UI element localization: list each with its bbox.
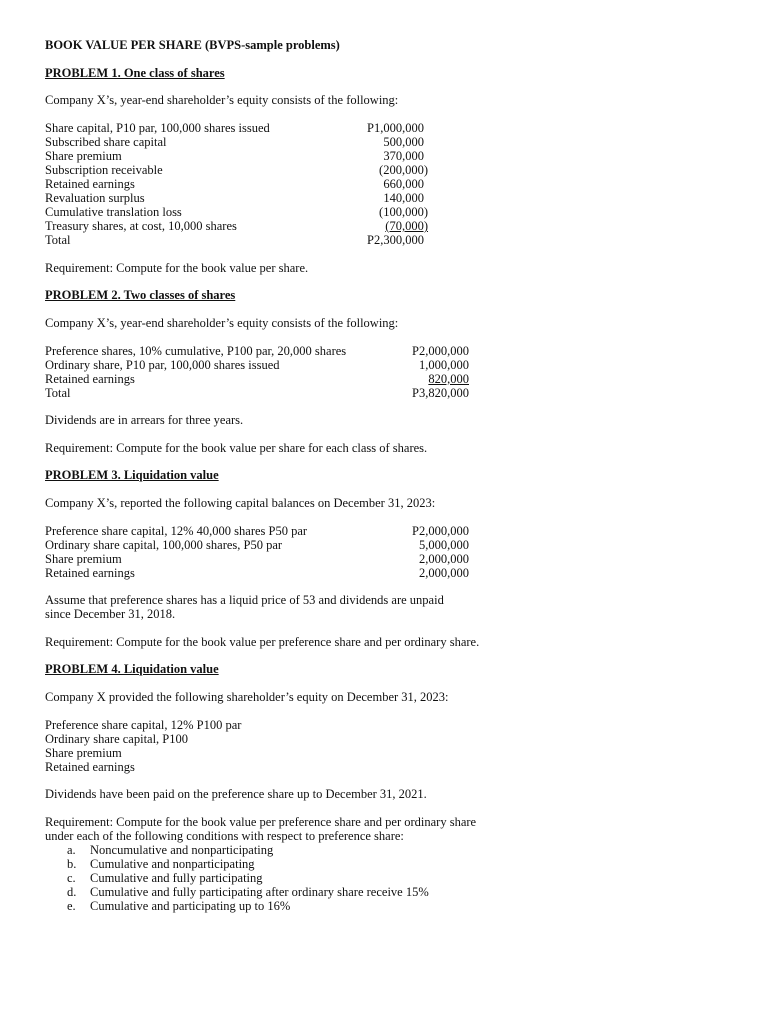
p3-row-label: Ordinary share capital, 100,000 shares, P50 par — [45, 538, 283, 552]
p1-row-label: Revaluation surplus — [45, 191, 145, 205]
p1-row-amount: 140,000 — [383, 191, 424, 205]
p2-note: Dividends are in arrears for three years. — [45, 413, 244, 427]
list-item-letter: b. — [67, 857, 77, 871]
p2-intro: Company X’s, year-end shareholder’s equity consists of the following: — [45, 316, 399, 330]
p3-row-amount: 5,000,000 — [419, 538, 469, 552]
p4-note: Dividends have been paid on the preference share up to December 31, 2021. — [45, 787, 427, 801]
list-item: Cumulative and participating up to 16% — [90, 899, 291, 913]
list-item-letter: e. — [67, 899, 76, 913]
list-item-letter: c. — [67, 871, 76, 885]
p3-note-line-1: Assume that preference shares has a liquid price of 53 and dividends are unpaid — [45, 593, 444, 607]
p4-requirement-line-1: Requirement: Compute for the book value per preference share and per ordinary share — [45, 815, 477, 829]
p4-intro: Company X provided the following shareholder’s equity on December 31, 2023: — [45, 690, 449, 704]
p1-requirement: Requirement: Compute for the book value per share. — [45, 261, 309, 275]
p3-heading: PROBLEM 3. Liquidation value — [45, 468, 219, 482]
list-item-letter: a. — [67, 843, 76, 857]
p1-row-label: Cumulative translation loss — [45, 205, 182, 219]
list-item: Cumulative and nonparticipating — [90, 857, 255, 871]
p1-row-amount: 370,000 — [383, 149, 424, 163]
p4-row-label: Retained earnings — [45, 760, 135, 774]
p2-row-amount: P2,000,000 — [412, 344, 469, 358]
p1-row-label: Share capital, P10 par, 100,000 shares issued — [45, 121, 270, 135]
p1-row-label: Subscribed share capital — [45, 135, 167, 149]
p3-row-label: Share premium — [45, 552, 122, 566]
p3-row-amount: 2,000,000 — [419, 566, 469, 580]
list-item: Cumulative and fully participating — [90, 871, 263, 885]
p1-heading: PROBLEM 1. One class of shares — [45, 66, 225, 80]
p1-row-label: Share premium — [45, 149, 122, 163]
p4-row-label: Ordinary share capital, P100 — [45, 732, 189, 746]
p2-row-amount: P3,820,000 — [412, 386, 469, 400]
p3-intro: Company X’s, reported the following capital balances on December 31, 2023: — [45, 496, 436, 510]
list-item-letter: d. — [67, 885, 77, 899]
p4-row-label: Share premium — [45, 746, 122, 760]
p4-heading: PROBLEM 4. Liquidation value — [45, 662, 219, 676]
p3-row-amount: P2,000,000 — [412, 524, 469, 538]
p1-row-amount: 660,000 — [383, 177, 424, 191]
p2-row-amount: 1,000,000 — [419, 358, 469, 372]
document-title: BOOK VALUE PER SHARE (BVPS-sample problems) — [45, 38, 340, 52]
p4-row-label: Preference share capital, 12% P100 par — [45, 718, 242, 732]
p2-row-label: Retained earnings — [45, 372, 135, 386]
p1-row-amount: (70,000) — [385, 219, 428, 233]
p3-row-label: Preference share capital, 12% 40,000 shares P50 par — [45, 524, 308, 538]
p2-row-amount: 820,000 — [428, 372, 469, 386]
p1-row-amount: (100,000) — [379, 205, 428, 219]
p1-row-label: Total — [45, 233, 71, 247]
p3-row-amount: 2,000,000 — [419, 552, 469, 566]
p1-row-amount: P2,300,000 — [367, 233, 424, 247]
p1-row-amount: 500,000 — [383, 135, 424, 149]
p1-row-label: Subscription receivable — [45, 163, 163, 177]
p1-row-label: Treasury shares, at cost, 10,000 shares — [45, 219, 237, 233]
list-item: Cumulative and fully participating after ordinary share receive 15% — [90, 885, 429, 899]
p2-heading: PROBLEM 2. Two classes of shares — [45, 288, 236, 302]
p1-row-amount: P1,000,000 — [367, 121, 424, 135]
p2-row-label: Preference shares, 10% cumulative, P100 par, 20,000 shares — [45, 344, 347, 358]
p3-row-label: Retained earnings — [45, 566, 135, 580]
p4-requirement-line-2: under each of the following conditions with respect to preference share: — [45, 829, 404, 843]
p3-requirement: Requirement: Compute for the book value per preference share and per ordinary share. — [45, 635, 480, 649]
p2-requirement: Requirement: Compute for the book value per share for each class of shares. — [45, 441, 428, 455]
p3-note-line-2: since December 31, 2018. — [45, 607, 176, 621]
p1-row-amount: (200,000) — [379, 163, 428, 177]
list-item: Noncumulative and nonparticipating — [90, 843, 274, 857]
p1-intro: Company X’s, year-end shareholder’s equity consists of the following: — [45, 93, 399, 107]
p2-row-label: Total — [45, 386, 71, 400]
p1-row-label: Retained earnings — [45, 177, 135, 191]
p2-row-label: Ordinary share, P10 par, 100,000 shares issued — [45, 358, 280, 372]
